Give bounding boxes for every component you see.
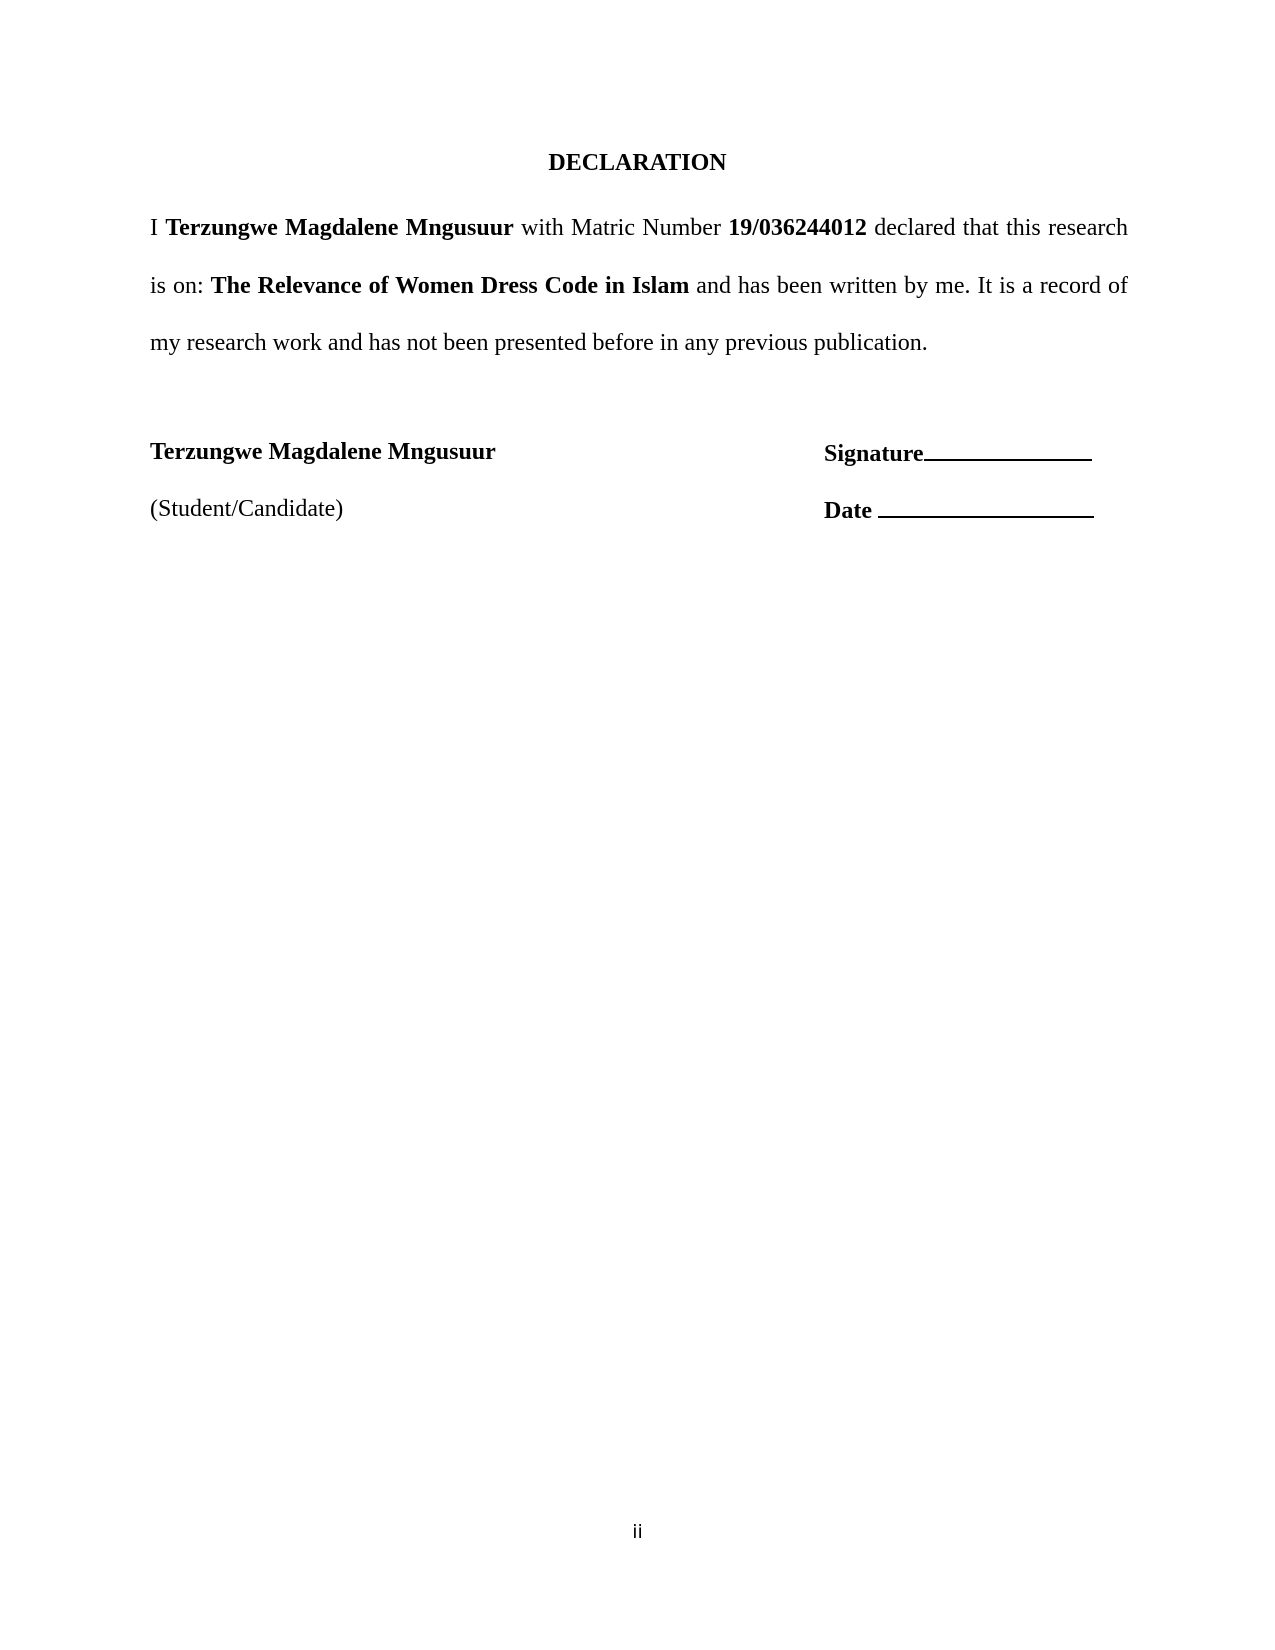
signature-label: Signature — [824, 441, 924, 467]
page-title: DECLARATION — [548, 150, 727, 176]
research-title: The Relevance of Women Dress Code in Islam — [210, 272, 690, 299]
matric-number: 19/036244012 — [728, 215, 867, 241]
student-name: Terzungwe Magdalene Mngusuur — [165, 215, 514, 241]
date-line — [878, 494, 1094, 518]
declaration-text-1: I — [150, 215, 166, 241]
date-field — [824, 494, 1094, 526]
declaration-paragraph — [150, 200, 1128, 373]
declaration-text-2: with Matric Number — [513, 215, 729, 241]
declaration-text-3: declared that this research is on: — [150, 215, 1129, 299]
candidate-role: (Student/Candidate) — [150, 496, 344, 522]
signature-line — [924, 437, 1092, 461]
declaration-text-4: and has been written by me. It is a record of my research work and has not been presented before in any previous publication. — [150, 272, 1128, 356]
signature-field — [824, 437, 1092, 469]
date-label: Date — [824, 498, 872, 524]
page-number: ii — [632, 1521, 643, 1543]
candidate-name: Terzungwe Magdalene Mngusuur — [150, 439, 496, 465]
